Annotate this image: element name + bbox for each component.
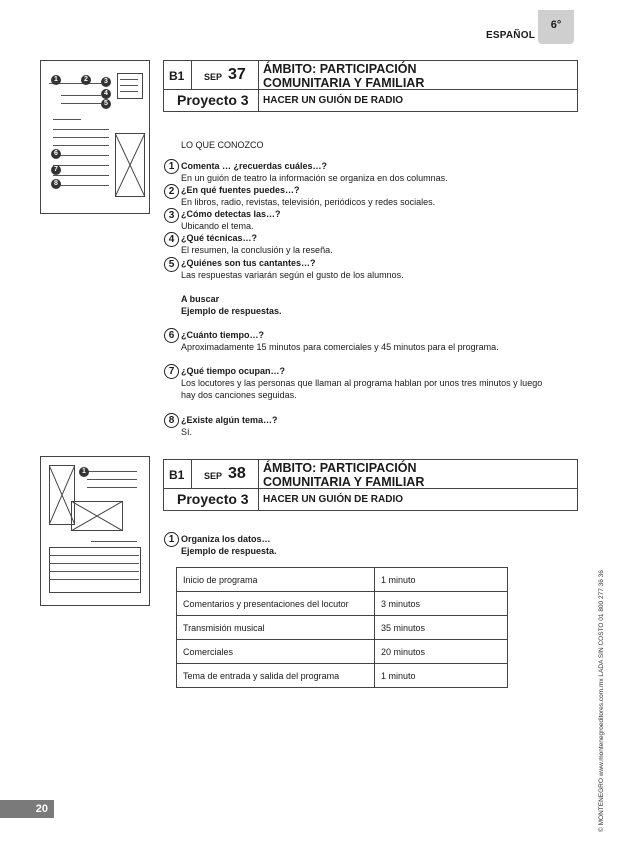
answer-text: El resumen, la conclusión y la reseña. <box>181 245 333 255</box>
project-label: Proyecto 3 <box>177 92 249 108</box>
thumb-number: 7 <box>51 165 61 175</box>
table-cell: Transmisión musical <box>177 616 375 640</box>
ambito-line2: COMUNITARIA Y FAMILIAR <box>263 76 425 90</box>
question-number: 2 <box>164 184 179 199</box>
subject-label: ESPAÑOL <box>486 30 535 41</box>
thumb-number: 6 <box>51 149 61 159</box>
question-text: ¿Cuánto tiempo…? <box>181 330 264 340</box>
question-number: 1 <box>164 532 179 547</box>
question-text: ¿Qué técnicas…? <box>181 233 258 243</box>
publisher-credit: © MONTENEGRO www.montenegroeditores.com.mx LADA SIN COSTO 01 800 277 36 36 <box>598 570 605 832</box>
question-text: ¿En qué fuentes puedes…? <box>181 185 300 195</box>
thumb-number: 1 <box>51 75 61 85</box>
answer-text: Las respuestas variarán según el gusto de los alumnos. <box>181 270 404 280</box>
table-cell: Tema de entrada y salida del programa <box>177 664 375 688</box>
sep-number: 38 <box>228 465 246 482</box>
answer-text: Los locutores y las personas que llaman al programa hablan por unos tres minutos y luego <box>181 378 543 388</box>
question-text: Organiza los datos… <box>181 534 271 544</box>
answer-text: Aproximadamente 15 minutos para comerciales y 45 minutos para el programa. <box>181 342 499 352</box>
lesson-header-38 <box>163 459 578 511</box>
page-thumbnail-37 <box>40 60 150 214</box>
question-text: ¿Qué tiempo ocupan…? <box>181 366 286 376</box>
question-number: 4 <box>164 232 179 247</box>
page-number: 20 <box>0 800 54 818</box>
project-label: Proyecto 3 <box>177 491 249 507</box>
question-number: 7 <box>164 364 179 379</box>
thumb-number: 2 <box>81 75 91 85</box>
question-number: 3 <box>164 208 179 223</box>
page-thumbnail-38 <box>40 456 150 606</box>
sep-label: SEP <box>204 72 223 82</box>
answer-text: Ubicando el tema. <box>181 221 254 231</box>
question-text: ¿Existe algún tema…? <box>181 415 278 425</box>
table-row <box>177 568 508 592</box>
table-cell: Comentarios y presentaciones del locutor <box>177 592 375 616</box>
section-heading: A buscar <box>181 294 220 304</box>
table-cell: 20 minutos <box>375 640 508 664</box>
table-row <box>177 664 508 688</box>
table-cell: Inicio de programa <box>177 568 375 592</box>
thumb-number: 3 <box>101 77 111 87</box>
lesson-header-37 <box>163 60 578 112</box>
ambito-line1: ÁMBITO: PARTICIPACIÓN <box>263 461 417 475</box>
ambito-line2: COMUNITARIA Y FAMILIAR <box>263 475 425 489</box>
table-row <box>177 592 508 616</box>
question-number: 6 <box>164 328 179 343</box>
table-row <box>177 616 508 640</box>
table-row <box>177 640 508 664</box>
table-cell: 1 minuto <box>375 664 508 688</box>
block-label: B1 <box>169 69 185 83</box>
question-text: ¿Cómo detectas las…? <box>181 209 281 219</box>
image-placeholder-icon <box>115 133 145 197</box>
table-cell: 1 minuto <box>375 568 508 592</box>
answer-text: En libros, radio, revistas, televisión, periódicos y redes sociales. <box>181 197 436 207</box>
answer-text: Sí. <box>181 427 193 437</box>
grade-tab: 6° <box>538 10 574 44</box>
project-title: HACER UN GUIÓN DE RADIO <box>263 494 404 505</box>
question-number: 8 <box>164 413 179 428</box>
table-cell: Comerciales <box>177 640 375 664</box>
thumb-number: 1 <box>79 467 89 477</box>
question-number: 5 <box>164 257 179 272</box>
thumb-number: 8 <box>51 179 61 189</box>
thumb-number: 5 <box>101 99 111 109</box>
block-label: B1 <box>169 468 185 482</box>
question-text: Comenta … ¿recuerdas cuáles…? <box>181 161 328 171</box>
table-cell: 3 minutos <box>375 592 508 616</box>
table-cell: 35 minutos <box>375 616 508 640</box>
question-text: ¿Quiénes son tus cantantes…? <box>181 258 316 268</box>
section-heading: LO QUE CONOZCO <box>181 140 264 150</box>
answer-subheading: Ejemplo de respuesta. <box>181 546 277 556</box>
thumb-number: 4 <box>101 89 111 99</box>
image-placeholder-icon <box>71 501 123 531</box>
section-subheading: Ejemplo de respuestas. <box>181 306 282 316</box>
question-number: 1 <box>164 159 179 174</box>
answer-text: En un guión de teatro la información se organiza en dos columnas. <box>181 173 448 183</box>
sep-label: SEP <box>204 471 223 481</box>
sep-number: 37 <box>228 66 246 83</box>
project-title: HACER UN GUIÓN DE RADIO <box>263 95 404 106</box>
ambito-line1: ÁMBITO: PARTICIPACIÓN <box>263 62 417 76</box>
schedule-table <box>176 567 508 688</box>
answer-text: hay dos canciones seguidas. <box>181 390 297 400</box>
